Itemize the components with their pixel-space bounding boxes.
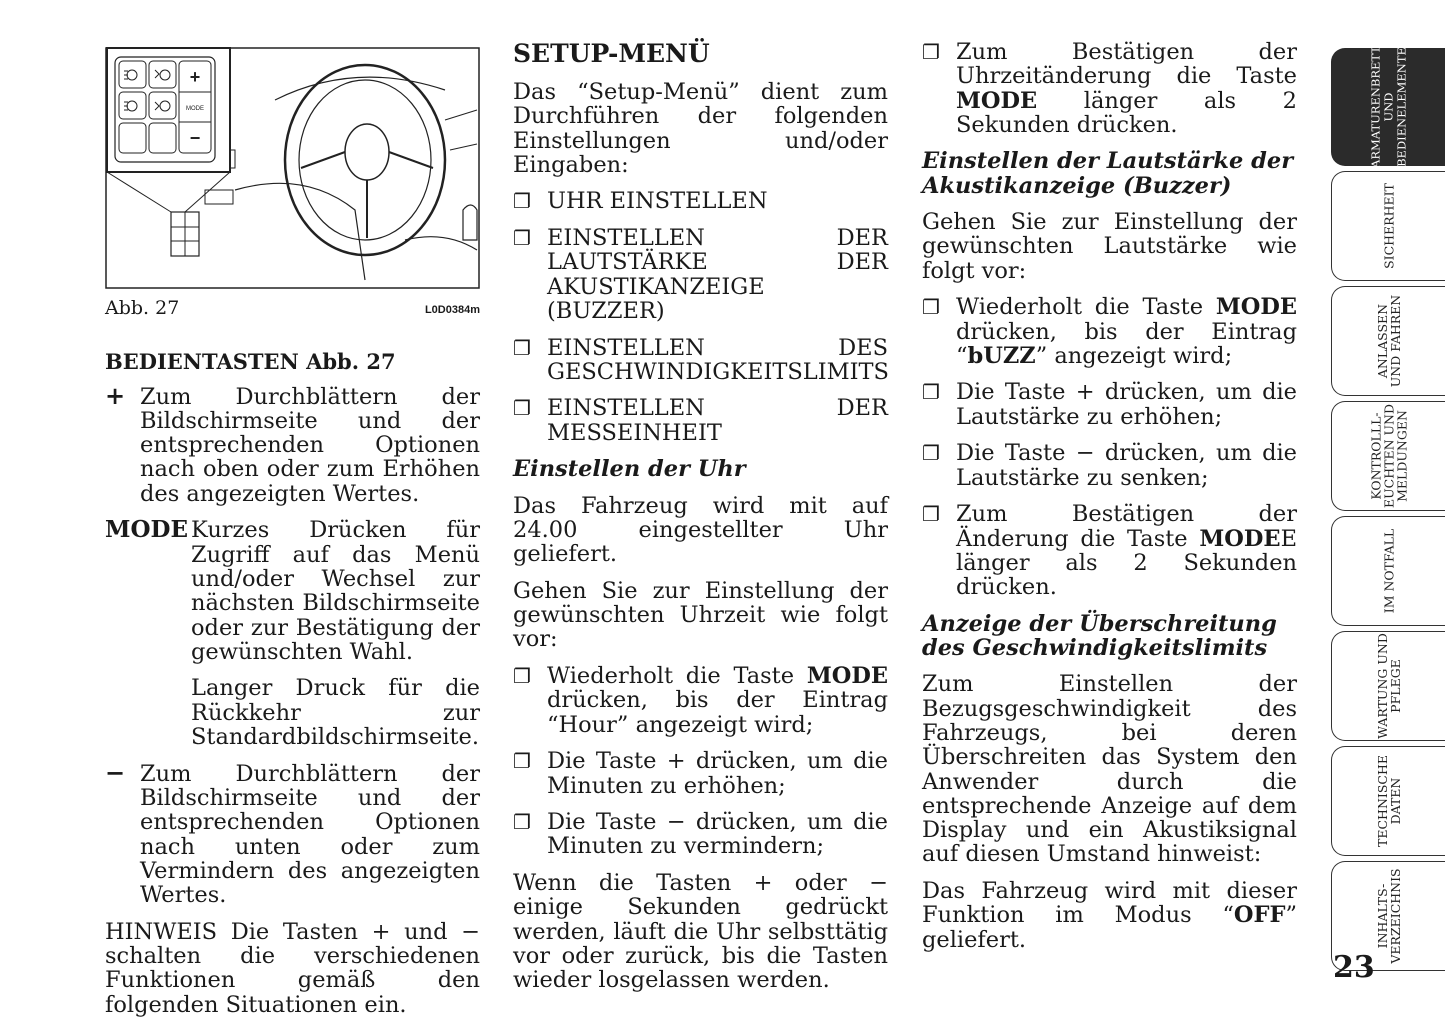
setup-intro: Das “Setup-Menü” dient zum Durchführen der folgenden Einstellungen und/oder Eingaben: xyxy=(513,79,888,178)
mode-text: Kurzes Drücken für Zugriff auf das Menü und/oder Wechsel zur nächsten Bildschirmseite oder zur Bestätigung der gewünschten Wahl. xyxy=(191,517,480,665)
tab-inhaltsverzeichnis[interactable]: INHALTS- VERZEICHNIS xyxy=(1331,861,1445,971)
column-1 xyxy=(105,40,480,1029)
tab-kontrollleuchten[interactable]: KONTROLLL- EUCHTEN UND MELDUNGEN xyxy=(1331,401,1445,511)
checkbox-bullet-icon: ❐ xyxy=(513,810,531,835)
list-item: ❐ UHR EINSTELLEN xyxy=(513,188,768,215)
paragraph: Das Fahrzeug wird mit auf 24.00 eingestellter Uhr geliefert. xyxy=(513,492,888,568)
paragraph: Gehen Sie zur Einstellung der gewünschten Lautstärke wie folgt vor: xyxy=(922,209,1297,284)
figure-caption xyxy=(105,296,480,322)
checkbox-bullet-icon: ❐ xyxy=(513,749,531,774)
checkbox-bullet-icon: ❐ xyxy=(922,502,940,527)
checkbox-bullet-icon: ❐ xyxy=(513,226,531,251)
tab-im-notfall[interactable]: IM NOTFALL xyxy=(1331,516,1445,626)
column-3 xyxy=(922,40,1297,964)
dashboard-figure xyxy=(105,40,480,290)
chapter-tabs xyxy=(1331,48,1445,976)
checkbox-bullet-icon: ❐ xyxy=(922,40,940,64)
checkbox-bullet-icon: ❐ xyxy=(922,441,940,466)
tab-anlassen[interactable]: ANLASSEN UND FAHREN xyxy=(1331,286,1445,396)
plus-key-label: + xyxy=(189,67,201,87)
list-item: ❐ Wiederholt die Taste MODE drücken, bis der Eintrag “Hour” angezeigt wird; xyxy=(513,663,888,738)
note-paragraph: HINWEIS Die Tasten + und − schalten die verschiedenen Funktionen gemäß den folgenden Situationen ein. xyxy=(105,918,480,1018)
figure-code: L0D0384m xyxy=(424,304,480,316)
list-item: ❐ Wiederholt die Taste MODE drücken, bis der Eintrag “bUZZ” angezeigt wird; xyxy=(922,294,1297,369)
column-2 xyxy=(513,40,888,1005)
dashboard-illustration xyxy=(105,40,480,290)
plus-key-description xyxy=(105,380,480,507)
minus-key-label: − xyxy=(189,128,201,148)
section-heading-setup-menu: SETUP-MENÜ xyxy=(513,39,710,68)
page-number: 23 xyxy=(1333,950,1375,985)
list-item: ❐ Die Taste + drücken, um die Minuten zu erhöhen; xyxy=(513,748,888,799)
tab-wartung[interactable]: WARTUNG UND PFLEGE xyxy=(1331,631,1445,741)
mode-marker: MODE xyxy=(105,516,188,544)
minus-key-description xyxy=(105,757,480,909)
minus-text: Zum Durchblättern der Bildschirmseite und der entsprechenden Optionen nach unten oder zum Vermindern des angezeigten Wertes. xyxy=(140,760,480,909)
tab-technische-daten[interactable]: TECHNISCHE DATEN xyxy=(1331,746,1445,856)
mode-key-label: MODE xyxy=(186,106,204,112)
list-item: ❐ Die Taste − drücken, um die Lautstärke zu senken; xyxy=(922,440,1297,491)
tab-armaturenbrett[interactable]: ARMATURENBRETT UND BEDIENELEMENTE xyxy=(1331,48,1445,166)
checkbox-bullet-icon: ❐ xyxy=(513,396,531,421)
paragraph: Wenn die Tasten + oder − einige Sekunden gedrückt werden, läuft die Uhr selbsttätig vor oder zurück, bis die Tasten wieder losgelassen werden. xyxy=(513,869,888,994)
list-item: ❐ Zum Bestätigen der Änderung die Taste MODEE länger als 2 Sekunden drücken. xyxy=(922,501,1297,601)
list-item: ❐ Die Taste − drücken, um die Minuten zu vermindern; xyxy=(513,809,888,860)
subheading-buzzer: Einstellen der Lautstärke der Akustikanzeige (Buzzer) xyxy=(922,148,1294,199)
list-item: ❐ Die Taste + drücken, um die Lautstärke zu erhöhen; xyxy=(922,379,1297,430)
figure-caption-text: Abb. 27 xyxy=(105,297,180,319)
mode-long-press-text: Langer Druck für die Rückkehr zur Standardbildschirmseite. xyxy=(191,675,480,751)
list-item: ❐ EINSTELLEN DER MESSEINHEIT xyxy=(513,395,888,446)
checkbox-bullet-icon: ❐ xyxy=(922,295,940,320)
plus-marker: + xyxy=(105,380,126,410)
checkbox-bullet-icon: ❐ xyxy=(513,335,531,360)
paragraph: Das Fahrzeug wird mit dieser Funktion im Modus “OFF” geliefert. xyxy=(922,877,1297,953)
list-item: ❐ EINSTELLEN DER LAUTSTÄRKE DER AKUSTIKANZEIGE (BUZZER) xyxy=(513,225,888,324)
checkbox-bullet-icon: ❐ xyxy=(513,189,531,214)
list-item: ❐ EINSTELLEN DES GESCHWINDIGKEITSLIMITS xyxy=(513,334,889,385)
plus-text: Zum Durchblättern der Bildschirmseite und der entsprechenden Optionen nach oben oder zum Erhöhen des angezeigten Wertes. xyxy=(140,383,480,507)
paragraph: Zum Einstellen der Bezugsgeschwindigkeit des Fahrzeugs, bei deren Überschreiten das System den Anwender durch die entsprechende Anzeige auf dem Display und ein Akustiksignal auf diesen Umstand hinweist: xyxy=(922,671,1297,868)
subheading-uhr: Einstellen der Uhr xyxy=(513,456,746,483)
mode-key-description xyxy=(105,518,480,664)
minus-marker: − xyxy=(105,757,126,787)
checkbox-bullet-icon: ❐ xyxy=(922,380,940,405)
tab-sicherheit[interactable]: SICHERHEIT xyxy=(1331,171,1445,281)
subheading-speed-limit: Anzeige der Überschreitung des Geschwindigkeitslimits xyxy=(922,610,1277,662)
paragraph: Gehen Sie zur Einstellung der gewünschten Uhrzeit wie folgt vor: xyxy=(513,577,888,653)
list-item: ❐ Zum Bestätigen der Uhrzeitänderung die Taste MODE länger als 2 Sekunden drücken. xyxy=(922,39,1297,138)
section-heading-bedientasten: BEDIENTASTEN Abb. 27 xyxy=(105,349,396,375)
checkbox-bullet-icon: ❐ xyxy=(513,664,531,689)
